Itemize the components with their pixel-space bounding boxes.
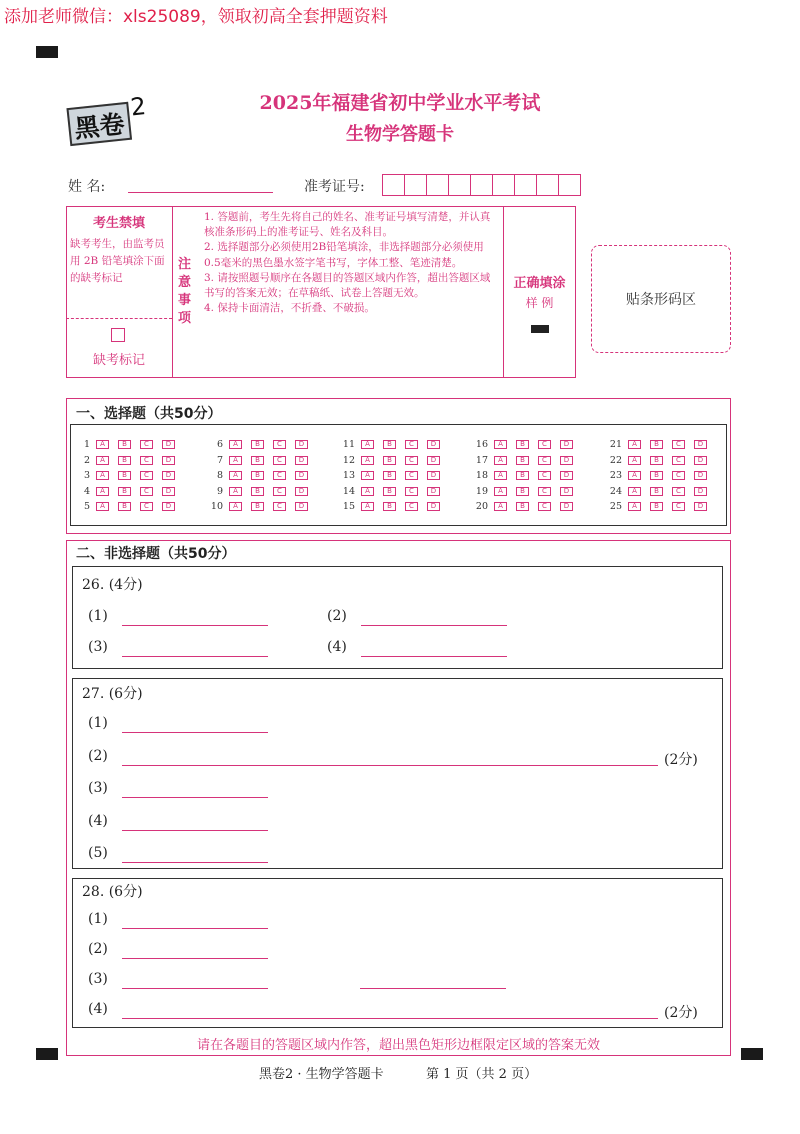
answer-bubble[interactable]: B [516,471,529,480]
question-row [604,453,716,469]
answer-bubble[interactable]: D [560,502,573,511]
answer-bubble[interactable]: D [694,456,707,465]
answer-bubble[interactable]: C [405,471,418,480]
q27-answer-line-5[interactable] [122,862,268,863]
question-row [72,437,184,453]
q27-label-5: (5) [88,845,108,861]
answer-bubble[interactable]: D [295,487,308,496]
answer-bubble[interactable]: D [162,471,175,480]
answer-bubble[interactable]: C [538,502,551,511]
exam-title: 2025年福建省初中学业水平考试 [259,92,541,114]
alignment-mark-top-left [36,46,58,58]
answer-bubble[interactable]: B [118,471,131,480]
question-28-box [72,878,723,1028]
question-row [205,437,317,453]
question-row [604,499,716,515]
question-column [470,437,582,515]
answer-bubble[interactable]: C [273,502,286,511]
answer-bubble[interactable]: D [560,487,573,496]
q27-label-4: (4) [88,813,108,829]
absent-mark-label: 缺考标记 [92,353,145,368]
question-row [337,499,449,515]
q27-answer-line-4[interactable] [122,830,268,831]
answer-bubble[interactable]: B [383,456,396,465]
question-number: 22 [609,454,622,466]
question-column [604,437,716,515]
question-number: 17 [475,454,488,466]
answer-bubble[interactable]: B [118,487,131,496]
question-number: 7 [216,454,223,466]
answer-bubble[interactable]: D [295,440,308,449]
answer-bubble[interactable]: C [538,471,551,480]
answer-bubble[interactable]: B [383,502,396,511]
fill-example-mark [531,325,549,333]
answer-bubble[interactable]: A [628,471,641,480]
footer-page: 第 1 页（共 2 页） [426,1067,538,1082]
answer-bubble[interactable]: D [427,456,440,465]
note-item: 1. 答题前，考生先将自己的姓名、准考证号填写清楚，并认真核准条形码上的准考证号、姓名及科目。 [204,211,491,239]
section2-title: 二、非选择题（共50分） [76,546,236,562]
question-row [470,484,582,500]
q27-label-2: (2) [88,748,108,764]
question-number: 24 [609,485,622,497]
answer-bubble[interactable]: D [694,440,707,449]
question-number: 6 [216,439,223,451]
question-27-header: 27. (6分) [82,686,143,702]
answer-bubble[interactable]: A [96,502,109,511]
answer-bubble[interactable]: A [494,487,507,496]
answer-bubble[interactable]: B [650,440,663,449]
name-label: 姓 名: [68,179,106,195]
answer-bubble[interactable]: B [118,456,131,465]
question-column [205,437,317,515]
notes-label: 注意事项 [178,257,192,326]
answer-bubble[interactable]: B [251,471,264,480]
answer-bubble[interactable]: C [140,456,153,465]
q28-answer-line-2[interactable] [122,958,268,959]
answer-bubble[interactable]: D [162,502,175,511]
answer-bubble[interactable]: A [229,440,242,449]
answer-bubble[interactable]: B [516,487,529,496]
q26-answer-line-4[interactable] [361,656,507,657]
question-26-box [72,566,723,669]
question-26-header: 26. (4分) [82,577,143,593]
question-28-header: 28. (6分) [82,884,143,900]
answer-bubble[interactable]: B [650,471,663,480]
answer-bubble[interactable]: C [672,440,685,449]
answer-bubble[interactable]: B [251,487,264,496]
q26-label-4: (4) [327,639,347,655]
answer-bubble[interactable]: A [628,456,641,465]
name-field[interactable] [128,192,273,193]
question-number: 1 [83,439,90,451]
answer-bubble[interactable]: D [694,502,707,511]
answer-bubble[interactable]: D [295,502,308,511]
q28-answer-line-4[interactable] [122,1018,658,1019]
q28-answer-line-1[interactable] [122,928,268,929]
answer-bubble[interactable]: D [427,440,440,449]
answer-bubble[interactable]: C [405,456,418,465]
answer-bubble[interactable]: B [118,440,131,449]
question-row [470,437,582,453]
question-row [337,484,449,500]
question-row [205,499,317,515]
question-column [337,437,449,515]
answer-bubble[interactable]: C [672,487,685,496]
question-number: 25 [609,501,622,513]
answer-bubble[interactable]: B [383,440,396,449]
answer-bubble[interactable]: A [628,440,641,449]
alignment-mark-bottom-right [741,1048,763,1060]
brand-logo: 黑卷 2 [66,94,150,148]
question-row [337,437,449,453]
question-row [604,437,716,453]
answer-bubble[interactable]: D [162,456,175,465]
ad-banner: 添加老师微信：xls25089，领取初高全套押题资料 [4,7,388,27]
question-row [470,453,582,469]
question-column [72,437,184,515]
answer-bubble[interactable]: D [560,471,573,480]
question-number: 4 [83,485,90,497]
answer-bubble[interactable]: B [383,487,396,496]
alignment-mark-bottom-left [36,1048,58,1060]
answer-bubble[interactable]: B [650,502,663,511]
q26-answer-line-1[interactable] [122,625,268,626]
answer-bubble[interactable]: C [672,471,685,480]
question-number: 2 [83,454,90,466]
answer-bubble[interactable]: A [361,502,374,511]
absent-checkbox[interactable] [111,328,125,342]
answer-bubble[interactable]: D [694,487,707,496]
q27-answer-line-1[interactable] [122,732,268,733]
answer-bubble[interactable]: D [162,440,175,449]
answer-bubble[interactable]: C [273,456,286,465]
fill-example-subtitle: 样 例 [525,296,554,310]
q28-label-3: (3) [88,971,108,987]
answer-bubble[interactable]: C [672,502,685,511]
question-number: 15 [342,501,355,513]
question-row [604,468,716,484]
question-number: 19 [475,485,488,497]
answer-bubble[interactable]: A [494,456,507,465]
q28-answer-line-3b[interactable] [360,988,506,989]
question-27-box [72,678,723,869]
answer-bubble[interactable]: D [427,487,440,496]
answer-bubble[interactable]: A [361,440,374,449]
exam-subtitle: 生物学答题卡 [346,124,454,145]
answer-bubble[interactable]: B [251,456,264,465]
question-row [72,453,184,469]
q27-answer-line-2[interactable] [122,765,658,766]
answer-bubble[interactable]: A [361,487,374,496]
answer-bubble[interactable]: C [140,502,153,511]
barcode-label: 贴条形码区 [626,292,696,308]
answer-bubble[interactable]: D [427,471,440,480]
answer-bubble[interactable]: B [516,502,529,511]
q28-answer-line-3a[interactable] [122,988,268,989]
answer-bubble[interactable]: C [405,502,418,511]
question-row [205,453,317,469]
answer-bubble[interactable]: D [295,471,308,480]
answer-bubble[interactable]: A [494,440,507,449]
answer-bubble[interactable]: C [273,440,286,449]
exam-id-grid[interactable] [382,174,581,196]
answer-bubble[interactable]: C [273,471,286,480]
q28-score: (2分) [664,1005,698,1021]
answer-bubble[interactable]: D [427,502,440,511]
note-item: 3. 请按照题号顺序在各题目的答题区域内作答，超出答题区域书写的答案无效；在草稿纸、试卷上答题无效。 [204,271,491,300]
question-row [470,499,582,515]
question-row [72,499,184,515]
q27-label-1: (1) [88,715,108,731]
answer-bubble[interactable]: A [96,487,109,496]
question-number: 8 [216,470,223,482]
question-number: 5 [83,501,90,513]
answer-bubble[interactable]: A [628,502,641,511]
question-number: 16 [475,439,488,451]
question-number: 10 [210,501,223,513]
note-item: 2. 选择题部分必须使用2B铅笔填涂，非选择题部分必须使用0.5毫米的黑色墨水签字笔书写，字体工整、笔迹清楚。 [204,241,484,269]
answer-bubble[interactable]: B [650,487,663,496]
answer-bubble[interactable]: A [229,471,242,480]
q26-label-1: (1) [88,608,108,624]
answer-bubble[interactable]: B [650,456,663,465]
question-number: 20 [475,501,488,513]
answer-bubble[interactable]: A [361,456,374,465]
answer-bubble[interactable]: B [516,456,529,465]
answer-bubble[interactable]: D [560,456,573,465]
answer-bubble[interactable]: B [118,502,131,511]
question-row [604,484,716,500]
answer-bubble[interactable]: A [96,471,109,480]
answer-bubble[interactable]: A [229,487,242,496]
question-number: 21 [609,439,622,451]
answer-bubble[interactable]: C [140,487,153,496]
absent-box-title: 考生禁填 [92,216,145,231]
q27-answer-line-3[interactable] [122,797,268,798]
question-row [205,468,317,484]
q27-score: (2分) [664,752,698,768]
note-item: 4. 保持卡面清洁，不折叠、不破损。 [204,302,375,315]
question-number: 23 [609,470,622,482]
absent-box-description: 缺考考生，由监考员用 2B 铅笔填涂下面的缺考标记 [70,238,165,284]
answer-bubble[interactable]: C [140,471,153,480]
footer-title: 黑卷2 · 生物学答题卡 [259,1067,384,1082]
question-number: 3 [83,470,90,482]
answer-bubble[interactable]: A [96,456,109,465]
answer-bubble[interactable]: B [516,440,529,449]
answer-bubble[interactable]: A [361,471,374,480]
q28-label-4: (4) [88,1001,108,1017]
question-row [337,468,449,484]
question-number: 13 [342,470,355,482]
question-row [72,468,184,484]
question-number: 12 [342,454,355,466]
answer-bubble[interactable]: B [251,502,264,511]
q26-answer-line-2[interactable] [361,625,507,626]
q26-answer-line-3[interactable] [122,656,268,657]
answer-bubble[interactable]: A [229,456,242,465]
answer-bubble[interactable]: A [628,487,641,496]
answer-area-warning: 请在各题目的答题区域内作答，超出黑色矩形边框限定区域的答案无效 [196,1038,600,1053]
question-row [470,468,582,484]
question-number: 14 [342,485,355,497]
q26-label-3: (3) [88,639,108,655]
question-number: 9 [216,485,223,497]
answer-bubble[interactable]: A [229,502,242,511]
answer-bubble[interactable]: C [672,456,685,465]
answer-bubble[interactable]: D [162,487,175,496]
question-number: 11 [342,439,355,451]
answer-bubble[interactable]: C [538,487,551,496]
section1-title: 一、选择题（共50分） [76,406,222,422]
answer-bubble[interactable]: D [694,471,707,480]
answer-bubble[interactable]: A [494,502,507,511]
answer-bubble[interactable]: C [140,440,153,449]
q28-label-2: (2) [88,941,108,957]
question-number: 18 [475,470,488,482]
answer-bubble[interactable]: C [405,487,418,496]
answer-bubble[interactable]: C [538,440,551,449]
question-row [205,484,317,500]
q28-label-1: (1) [88,911,108,927]
q26-label-2: (2) [327,608,347,624]
answer-bubble[interactable]: D [295,456,308,465]
answer-bubble[interactable]: B [251,440,264,449]
answer-bubble[interactable]: A [494,471,507,480]
q27-label-3: (3) [88,780,108,796]
answer-bubble[interactable]: C [538,456,551,465]
question-row [72,484,184,500]
answer-bubble[interactable]: D [560,440,573,449]
answer-bubble[interactable]: A [96,440,109,449]
exam-id-label: 准考证号: [304,179,365,195]
answer-bubble[interactable]: C [405,440,418,449]
answer-bubble[interactable]: C [273,487,286,496]
question-row [337,453,449,469]
notes-list [204,210,498,316]
answer-bubble[interactable]: B [383,471,396,480]
fill-example-title: 正确填涂 [513,276,566,291]
